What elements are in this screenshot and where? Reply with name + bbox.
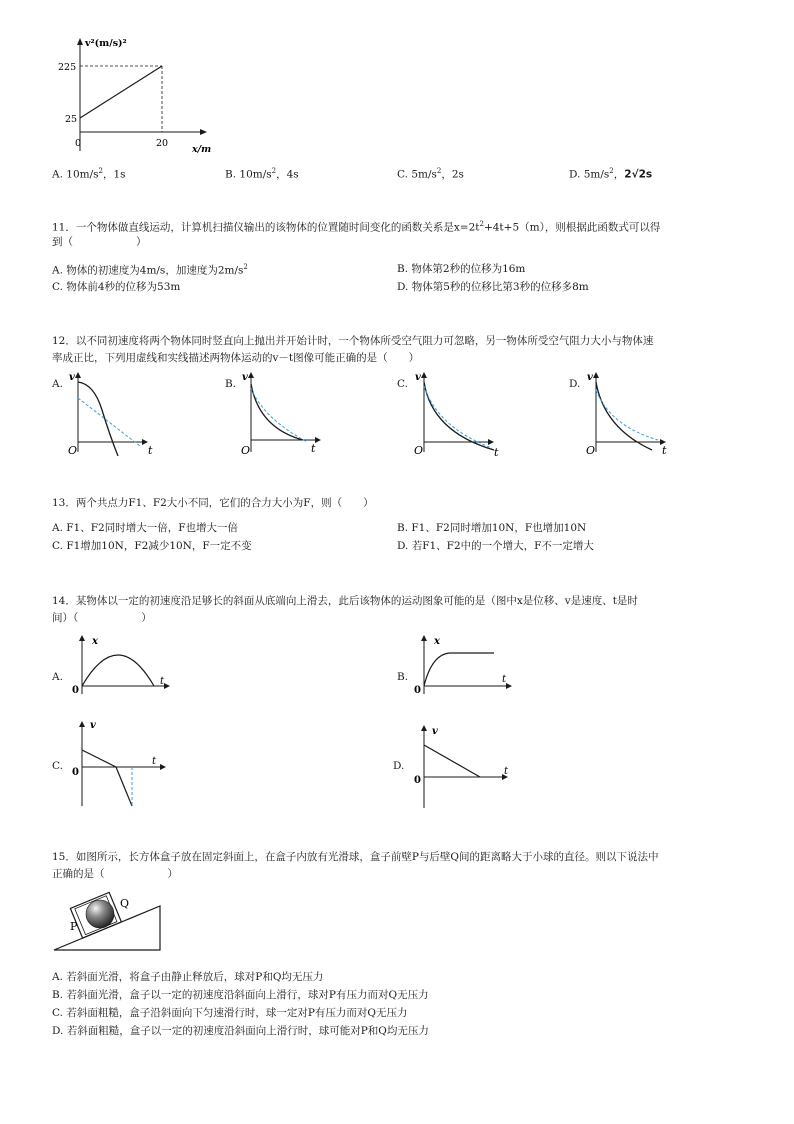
axis-t: t [148,444,153,457]
label-q: Q [120,897,130,910]
q14-stem-line2: 间）（ ） [52,612,152,624]
axis-v: v [415,372,421,383]
axis-origin: O [68,444,78,457]
axis-v: v [90,720,96,731]
q15-stem-line2: 正确的是（ ） [52,868,178,880]
q15-option-a: A. 若斜面光滑，将盒子由静止释放后，球对P和Q均无压力 [52,971,324,983]
axis-t: t [504,766,509,777]
q11-option-b: B. 物体第2秒的位移为16m [397,263,526,275]
axis-t: t [494,446,499,459]
q15-option-b: B. 若斜面光滑，盒子以一定的初速度沿斜面向上滑行，球对P有压力而对Q无压力 [52,989,429,1001]
q10-option-d: D. $5m/s^2$，2√2s [569,167,653,181]
axis-v: v [242,372,248,383]
q11-option-a: A. 物体的初速度为4m/s，加速度为$2m/s^2$ [52,263,248,277]
q15-stem-line1: 15．如图所示，长方体盒子放在固定斜面上，在盒子内放有光滑球，盒子前壁P与后壁Q间的距离略大于小球的直径。则以下说法中 [52,851,659,863]
axis-v: v [432,726,438,737]
q14-label-c: C. [52,760,63,772]
axis-v: v [587,372,593,383]
y-tick-25: 25 [65,114,78,125]
x-axis-label: x/m [192,144,212,155]
q13-option-b: B. F1、F2同时增加10N，F也增加10N [397,522,587,534]
q15-option-c: C. 若斜面粗糙，盒子沿斜面向下匀速滑行时，球一定对P有压力而对Q无压力 [52,1007,408,1019]
q11-stem-line1: 11．一个物体做直线运动，计算机扫描仪输出的该物体的位置随时间变化的函数关系是$x=2t^2+4t+5(m)$，则根据此函数式可以得 [52,220,661,234]
q12-label-c: C. [397,378,408,390]
q12-graph-b [237,370,332,460]
q14-graph-a [66,632,176,702]
q12-graph-a [64,370,159,460]
v2-x-graph [55,35,225,160]
q10-option-b: B. $10m/s^2$，4s [225,167,299,181]
q14-graph-c [66,718,176,810]
axis-origin: 0 [414,685,421,696]
axis-origin: 0 [72,685,79,696]
q15-option-d: D. 若斜面粗糙，盒子以一定的初速度沿斜面向上滑行时，球可能对P和Q均无压力 [52,1025,429,1037]
q11-option-c: C. 物体前4秒的位移为53m [52,281,181,293]
axis-t: t [160,676,165,687]
axis-t: t [662,444,667,457]
y-axis-label: v²(m/s)² [85,38,127,49]
q14-graph-b [408,632,518,702]
q14-label-d: D. [393,760,405,772]
x-tick-20: 20 [156,138,169,149]
axis-x: x [434,636,440,647]
q12-label-d: D. [569,378,581,390]
axis-t: t [502,674,507,685]
q14-stem-line1: 14．某物体以一定的初速度沿足够长的斜面从底端向上滑去，此后该物体的运动图象可能的是（图中x是位移、v是速度、t是时 [52,595,638,607]
q12-graph-c [410,370,505,460]
q14-label-a: A. [52,671,63,683]
q13-option-d: D. 若F1、F2中的一个增大，F不一定增大 [397,540,594,552]
q12-label-b: B. [225,378,237,390]
smooth-ball [86,900,114,928]
axis-t: t [311,442,316,455]
q10-option-c: C. $5m/s^2$，2s [397,167,464,181]
origin-label: 0 [75,138,82,149]
q11-option-d: D. 物体第5秒的位移比第3秒的位移多8m [397,281,589,293]
q12-stem-line1: 12．以不同初速度将两个物体同时竖直向上抛出并开始计时，一个物体所受空气阻力可忽略，另一物体所受空气阻力大小与物体速 [52,335,654,347]
q13-option-c: C. F1增加10N，F2减少10N，F一定不变 [52,540,252,552]
q14-label-b: B. [397,671,409,683]
q11-stem-line2: 到（ ） [52,236,147,248]
q12-graph-d [582,370,677,460]
q13-option-a: A. F1、F2同时增大一倍，F也增大一倍 [52,522,238,534]
axis-t: t [152,756,157,767]
axis-x: x [92,636,98,647]
q10-option-a: A. $10m/s^2$，1s [52,167,126,181]
axis-origin: O [414,444,424,457]
box-on-incline-diagram [52,886,170,958]
q13-stem: 13．两个共点力F1、F2大小不同，它们的合力大小为F，则（ ） [52,497,374,509]
axis-origin: O [241,444,251,457]
q12-stem-line2: 率成正比，下列用虚线和实线描述两物体运动的v－t图像可能正确的是（ ） [52,352,420,364]
label-p: P [70,920,78,933]
q14-graph-d [408,722,518,812]
q12-label-a: A. [52,378,63,390]
axis-origin: 0 [72,767,79,778]
y-tick-225: 225 [58,62,77,73]
axis-origin: 0 [414,775,421,786]
axis-v: v [69,372,75,383]
axis-origin: O [586,444,596,457]
